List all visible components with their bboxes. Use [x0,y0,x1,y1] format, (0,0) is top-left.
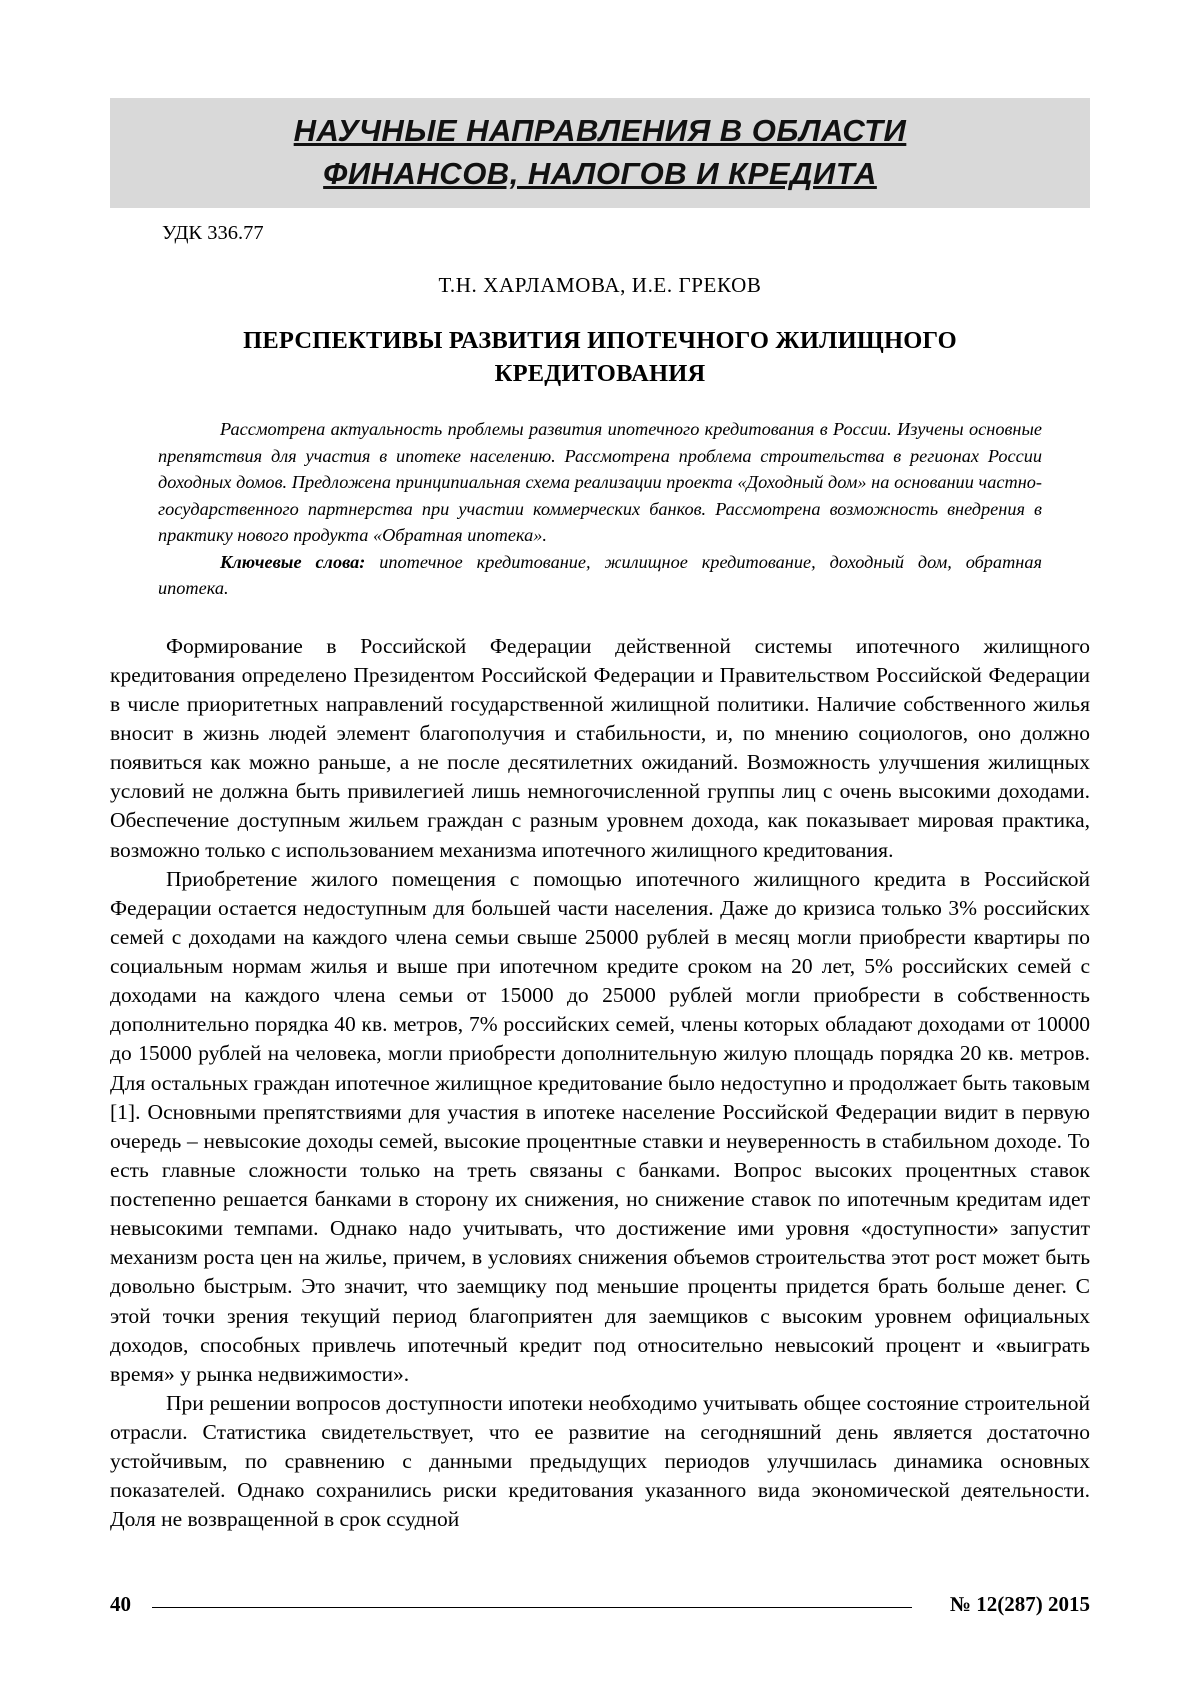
article-keywords [158,549,1042,602]
abstract-paragraph: Рассмотрена актуальность проблемы развития ипотечного кредитования в России. Изучены основные препятствия для участия в ипотеке населению. Рассмотрена проблема строительства в регионах России доходных домов. Предложена принципиальная схема реализации проекта «Доходный дом» на основании частно-государственного партнерства при участии коммерческих банков. Рассмотрена возможность внедрения в практику нового продукта «Обратная ипотека». [158,419,1042,546]
keywords-label: Ключевые слова: [220,551,366,572]
section-banner [110,98,1090,208]
body-paragraph-3: При решении вопросов доступности ипотеки необходимо учитывать общее состояние строительной отрасли. Статистика свидетельствует, что ее развитие на сегодняшний день является достаточно устойчивым, по сравнению с данными предыдущих периодов улучшилась динамика основных показателей. Однако сохранились риски кредитования указанного вида экономической деятельности. Доля не возвращенной в срок ссудной [110,1390,1090,1532]
issue-number: № 12(287) 2015 [949,1592,1090,1616]
page-footer [110,1592,1090,1620]
article-authors: Т.Н. ХАРЛАМОВА, И.Е. ГРЕКОВ [438,273,762,297]
article-title: ПЕРСПЕКТИВЫ РАЗВИТИЯ ИПОТЕЧНОГО ЖИЛИЩНОГО КРЕДИТОВАНИЯ [243,327,957,388]
section-banner-line-2: ФИНАНСОВ, НАЛОГОВ И КРЕДИТА [323,156,877,191]
section-banner-line-1: НАУЧНЫЕ НАПРАВЛЕНИЯ В ОБЛАСТИ [293,113,907,149]
article-abstract [158,416,1042,549]
article-content [110,222,1090,1535]
footer-divider [152,1607,912,1608]
page-number: 40 [110,1592,131,1616]
body-paragraph-2: Приобретение жилого помещения с помощью ипотечного жилищного кредита в Российской Федерации остается недоступным для большей части населения. Даже до кризиса только 3% российских семей с доходами на каждого члена семьи свыше 25000 рублей в месяц могли приобрести квартиры по социальным нормам жилья и выше при ипотечном кредите сроком на 20 лет, 5% российских семей с доходами на каждого члена семьи от 15000 до 25000 рублей могли приобрести в собственность дополнительно порядка 40 кв. метров, 7% российских семей, члены которых обладают доходами от 10000 до 15000 рублей на человека, могли приобрести дополнительную жилую площадь порядка 20 кв. метров. Для остальных граждан ипотечное жилищное кредитование было недоступно и продолжает быть таковым [1]. Основными препятствиями для участия в ипотеке население Российской Федерации видит в первую очередь – невысокие доходы семей, высокие процентные ставки и неуверенность в стабильном доходе. То есть главные сложности только на треть связаны с банками. Вопрос высоких процентных ставок постепенно решается банками в сторону их снижения, но снижение ставок по ипотечным кредитам идет невысокими темпами. Однако надо учитывать, что достижение ими уровня «доступности» запустит механизм роста цен на жилье, причем, в условиях снижения объемов строительства этот рост может быть довольно быстрым. Это значит, что заемщику под меньшие проценты придется брать больше денег. С этой точки зрения текущий период благоприятен для заемщиков с высоким уровнем официальных доходов, способных привлечь ипотечный кредит под относительно невысокий процент и «выиграть время» у рынка недвижимости». [110,866,1090,1386]
body-paragraph-1: Формирование в Российской Федерации действенной системы ипотечного жилищного кредитования определено Президентом Российской Федерации и Правительством Российской Федерации в числе приоритетных направлений государственной жилищной политики. Наличие собственного жилья вносит в жизнь людей элемент благополучия и стабильности, и, по мнению социологов, оно должно появиться как можно раньше, а не после десятилетних ожиданий. Возможность улучшения жилищных условий не должна быть привилегией лишь немногочисленной группы лиц с очень высокими доходами. Обеспечение доступным жильем граждан с разным уровнем дохода, как показывает мировая практика, возможно только с использованием механизма ипотечного жилищного кредитования. [110,633,1090,862]
article-body [110,632,1090,1535]
keywords-list: ипотечное кредитование, жилищное кредитование, доходный дом, обратная ипотека. [158,551,1042,599]
udk-code: УДК 336.77 [162,222,264,244]
